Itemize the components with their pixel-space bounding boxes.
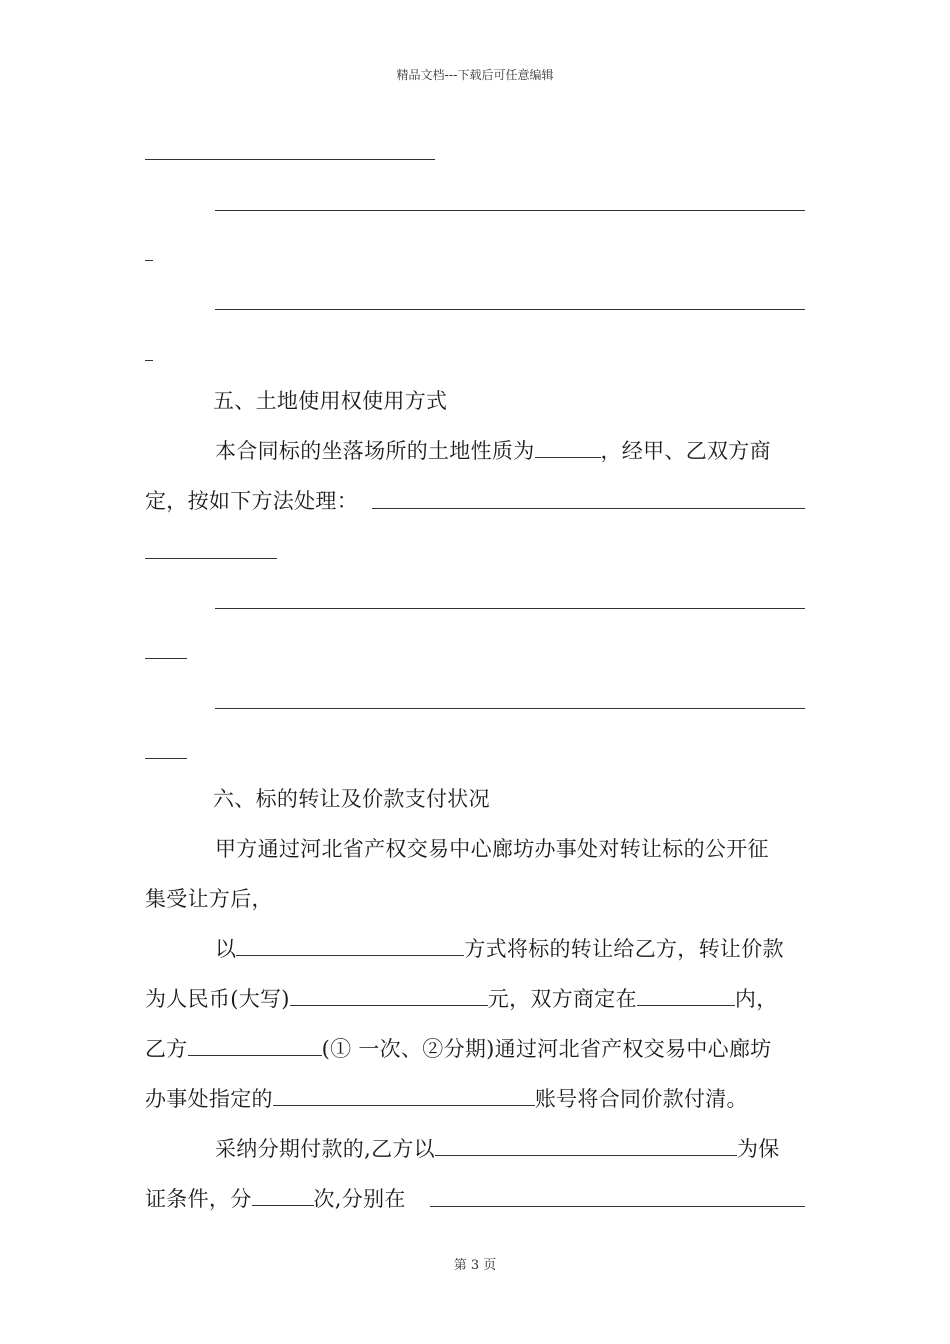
section-6-line-3 [215, 935, 784, 963]
section-6-line-4 [145, 985, 778, 1013]
text-segment: 本合同标的坐落场所的土地性质为 [215, 439, 535, 463]
fill-line [145, 159, 435, 160]
text-segment: 办事处指定的 [145, 1087, 273, 1111]
section-6-line-1: 甲方通过河北省产权交易中心廊坊办事处对转让标的公开征 [215, 837, 769, 861]
text-segment: 内， [734, 987, 778, 1011]
fill-line [215, 608, 805, 609]
page-number: 第 3 页 [453, 1258, 497, 1273]
payment-method-blank [188, 1035, 322, 1056]
section-5-paragraph-line-1 [215, 437, 771, 465]
transfer-method-blank [236, 935, 464, 956]
text-segment: 证条件，分 [145, 1187, 252, 1211]
text-segment: (① 一次、②分期)通过河北省产权交易中心廊坊 [321, 1037, 772, 1061]
text-segment: 元，双方商定在 [487, 987, 637, 1011]
fill-line [145, 360, 153, 361]
text-segment: 定，按如下方法处理： [145, 489, 358, 513]
guarantee-blank [435, 1135, 737, 1156]
text-segment: 为人民币(大写) [145, 987, 290, 1011]
fill-line [145, 260, 153, 261]
section-6-line-7 [215, 1135, 780, 1163]
text-segment: 次,分别在 [313, 1187, 406, 1211]
section-6-line-8 [145, 1185, 406, 1213]
text-segment: 账号将合同价款付清。 [534, 1087, 748, 1111]
fill-line [430, 1206, 805, 1207]
time-limit-blank [637, 985, 735, 1006]
fill-line [372, 508, 805, 509]
section-6-heading: 六、标的转让及价款支付状况 [213, 787, 490, 811]
page-header: 精品文档---下载后可任意编辑 [396, 68, 554, 82]
section-5-heading: 五、土地使用权使用方式 [213, 389, 448, 413]
account-blank [273, 1085, 535, 1106]
text-segment: 方式将标的转让给乙方，转让价款 [464, 937, 784, 961]
installment-count-blank [252, 1185, 314, 1206]
text-segment: 乙方 [145, 1037, 188, 1061]
section-5-paragraph-line-2 [145, 487, 358, 515]
fill-line [215, 210, 805, 211]
text-segment: 为保 [736, 1137, 780, 1161]
text-segment: 采纳分期付款的,乙方以 [215, 1137, 435, 1161]
section-6-line-5 [145, 1035, 772, 1063]
price-amount-blank [290, 985, 488, 1006]
land-nature-blank [535, 437, 601, 458]
fill-line [215, 708, 805, 709]
section-6-line-2: 集受让方后， [145, 887, 273, 911]
fill-line [145, 658, 187, 659]
fill-line [215, 309, 805, 310]
fill-line [145, 758, 187, 759]
fill-line [145, 558, 277, 559]
text-segment: ，经甲、乙双方商 [600, 439, 771, 463]
section-6-line-6 [145, 1085, 748, 1113]
text-segment: 以 [215, 937, 237, 961]
